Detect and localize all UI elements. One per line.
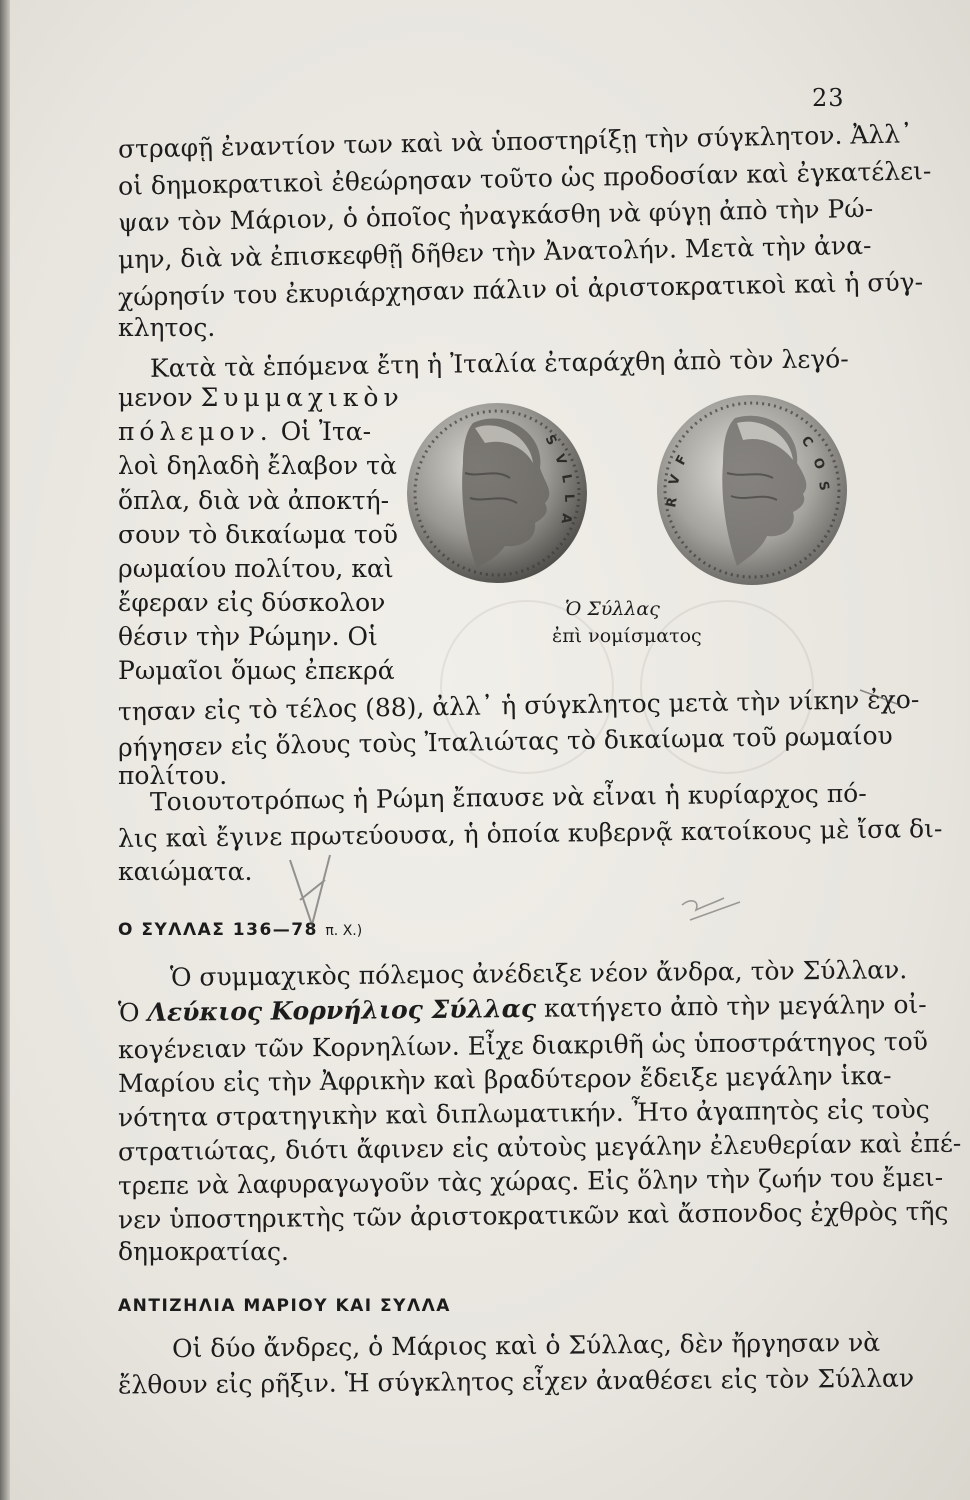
figure-caption-subtitle: ἐπὶ νομίσματος (552, 625, 702, 647)
text-line: Ὁ συμμαχικὸς πόλεμος ἀνέδειξε νέον ἄνδρα, τὸν Σύλλαν. (169, 955, 908, 992)
text-line: οἱ δημοκρατικοὶ ἐθεώρησαν τοῦτο ὡς προδοσίαν καὶ ἐγκατέλει- (117, 156, 932, 201)
text-line: ψαν τὸν Μάριον, ὁ ὁποῖος ἠναγκάσθη νὰ φύγῃ ἀπὸ τὴν Ρώ- (117, 193, 874, 238)
text-line: Τοιουτοτρόπως ἡ Ρώμη ἔπαυσε νὰ εἶναι ἡ κυρίαρχος πό- (149, 778, 867, 817)
text-line: λις καὶ ἔγινε πρωτεύουσα, ἡ ὁποία κυβερνᾷ κατοίκους μὲ ἴσα δι- (117, 813, 943, 854)
text-line: ὅπλα, διὰ νὰ ἀποκτή- (118, 486, 390, 515)
text-line: Οἱ δύο ἄνδρες, ὁ Μάριος καὶ ὁ Σύλλας, δὲν ἤργησαν νὰ (171, 1327, 881, 1364)
svg-text:V: V (666, 473, 684, 488)
text-line: θέσιν τὴν Ρώμην. Οἱ (118, 622, 378, 651)
text-line: Κατὰ τὰ ἑπόμενα ἔτη ἡ Ἰταλία ἐταράχθη ἀπὸ τὸν λεγό- (149, 344, 849, 383)
svg-text:A: A (557, 512, 574, 525)
text-line: ἔφεραν εἰς δύσκολον (118, 588, 386, 617)
spaced-emphasis-text: Συμμαχικὸν (200, 383, 404, 412)
svg-text:S: S (541, 432, 560, 449)
text-line: καιώματα. (118, 857, 253, 886)
text-span: Οἱ Ἰτα- (280, 417, 372, 446)
text-line: δημοκρατίας. (118, 1237, 289, 1266)
emphasized-name: Λεύκιος Κορνήλιος Σύλλας (147, 993, 537, 1027)
text-line: νεν ὑποστηρικτὴς τῶν ἀριστοκρατικῶν καὶ ἄσπονδος ἐχθρὸς τῆς (117, 1196, 949, 1235)
text-span: κατήγετο ἀπὸ τὴν μεγάλην οἰ- (543, 989, 927, 1023)
svg-text:O: O (809, 455, 828, 472)
text-line: ἔλθουν εἰς ρῆξιν. Ἡ σύγκλητος εἶχεν ἀναθέσει εἰς τὸν Σύλλαν (117, 1363, 915, 1400)
text-line: ρήγησεν εἰς ὅλους τοὺς Ἰταλιώτας τὸ δικαίωμα τοῦ ρωμαίου (117, 720, 893, 763)
svg-text:L: L (558, 473, 575, 484)
text-line: τησαν εἰς τὸ τέλος (88), ἀλλ᾽ ἡ σύγκλητος μετὰ τὴν νίκην ἐχο- (117, 684, 920, 727)
text-line: ρωμαίου πολίτου, καὶ (118, 554, 394, 583)
text-span: Ὁ (117, 998, 140, 1028)
text-span: μενον (118, 383, 193, 412)
section-heading-text: Ο ΣΥΛΛΑΣ 136—78 (118, 920, 318, 940)
page-number: 23 (812, 84, 845, 112)
svg-text:L: L (561, 493, 577, 503)
text-line: κλητος. (118, 313, 216, 342)
spaced-emphasis-text: πόλεμον. (118, 417, 273, 446)
text-line: κογένειαν τῶν Κορνηλίων. Εἶχε διακριθῆ ὡς ὑποστράτηγος τοῦ (117, 1026, 929, 1065)
text-line: λοὶ δηλαδὴ ἔλαβον τὰ (118, 451, 397, 480)
svg-text:S: S (815, 480, 832, 492)
text-line: νότητα στρατηγικὴν καὶ διπλωματικήν. Ἦτο ἀγαπητὸς εἰς τοὺς (117, 1094, 930, 1133)
svg-text:R: R (664, 496, 681, 509)
text-line: σουν τὸ δικαίωμα τοῦ (118, 520, 398, 549)
text-line: στραφῇ ἐναντίον των καὶ νὰ ὑποστηρίξῃ τὴν σύγκλητον. Ἀλλ᾽ (117, 119, 913, 164)
text-line: στρατιώτας, διότι ἄφινεν εἰς αὐτοὺς μεγάλην ἐλευθερίαν καὶ ἐπέ- (117, 1128, 962, 1167)
text-line: χώρησίν του ἐκυριάρχησαν πάλιν οἱ ἀριστοκρατικοὶ καὶ ἡ σύγ- (117, 267, 924, 312)
text-line: μην, διὰ νὰ ἐπισκεφθῇ δῆθεν τὴν Ἀνατολήν. Μετὰ τὴν ἀνα- (117, 230, 872, 275)
text-line: τρεπε νὰ λαφυραγωγοῦν τὰς χώρας. Εἰς ὅλην τὴν ζωήν του ἔμει- (117, 1162, 944, 1201)
section-heading: ΑΝΤΙΖΗΛΙΑ ΜΑΡΙΟΥ ΚΑΙ ΣΥΛΛΑ (118, 1296, 451, 1316)
svg-text:C: C (797, 433, 816, 451)
text-line: Ρωμαῖοι ὅμως ἐπεκρά (118, 656, 395, 685)
section-heading-suffix: π. Χ.) (325, 923, 363, 939)
svg-text:F: F (673, 452, 691, 468)
figure-caption-title: Ὁ Σύλλας (565, 598, 660, 620)
text-line: Μαρίου εἰς τὴν Ἀφρικὴν καὶ βραδύτερον ἔδειξε μεγάλην ἱκα- (117, 1060, 892, 1099)
svg-text:V: V (551, 452, 569, 467)
text-line: πολίτου. (118, 761, 228, 790)
